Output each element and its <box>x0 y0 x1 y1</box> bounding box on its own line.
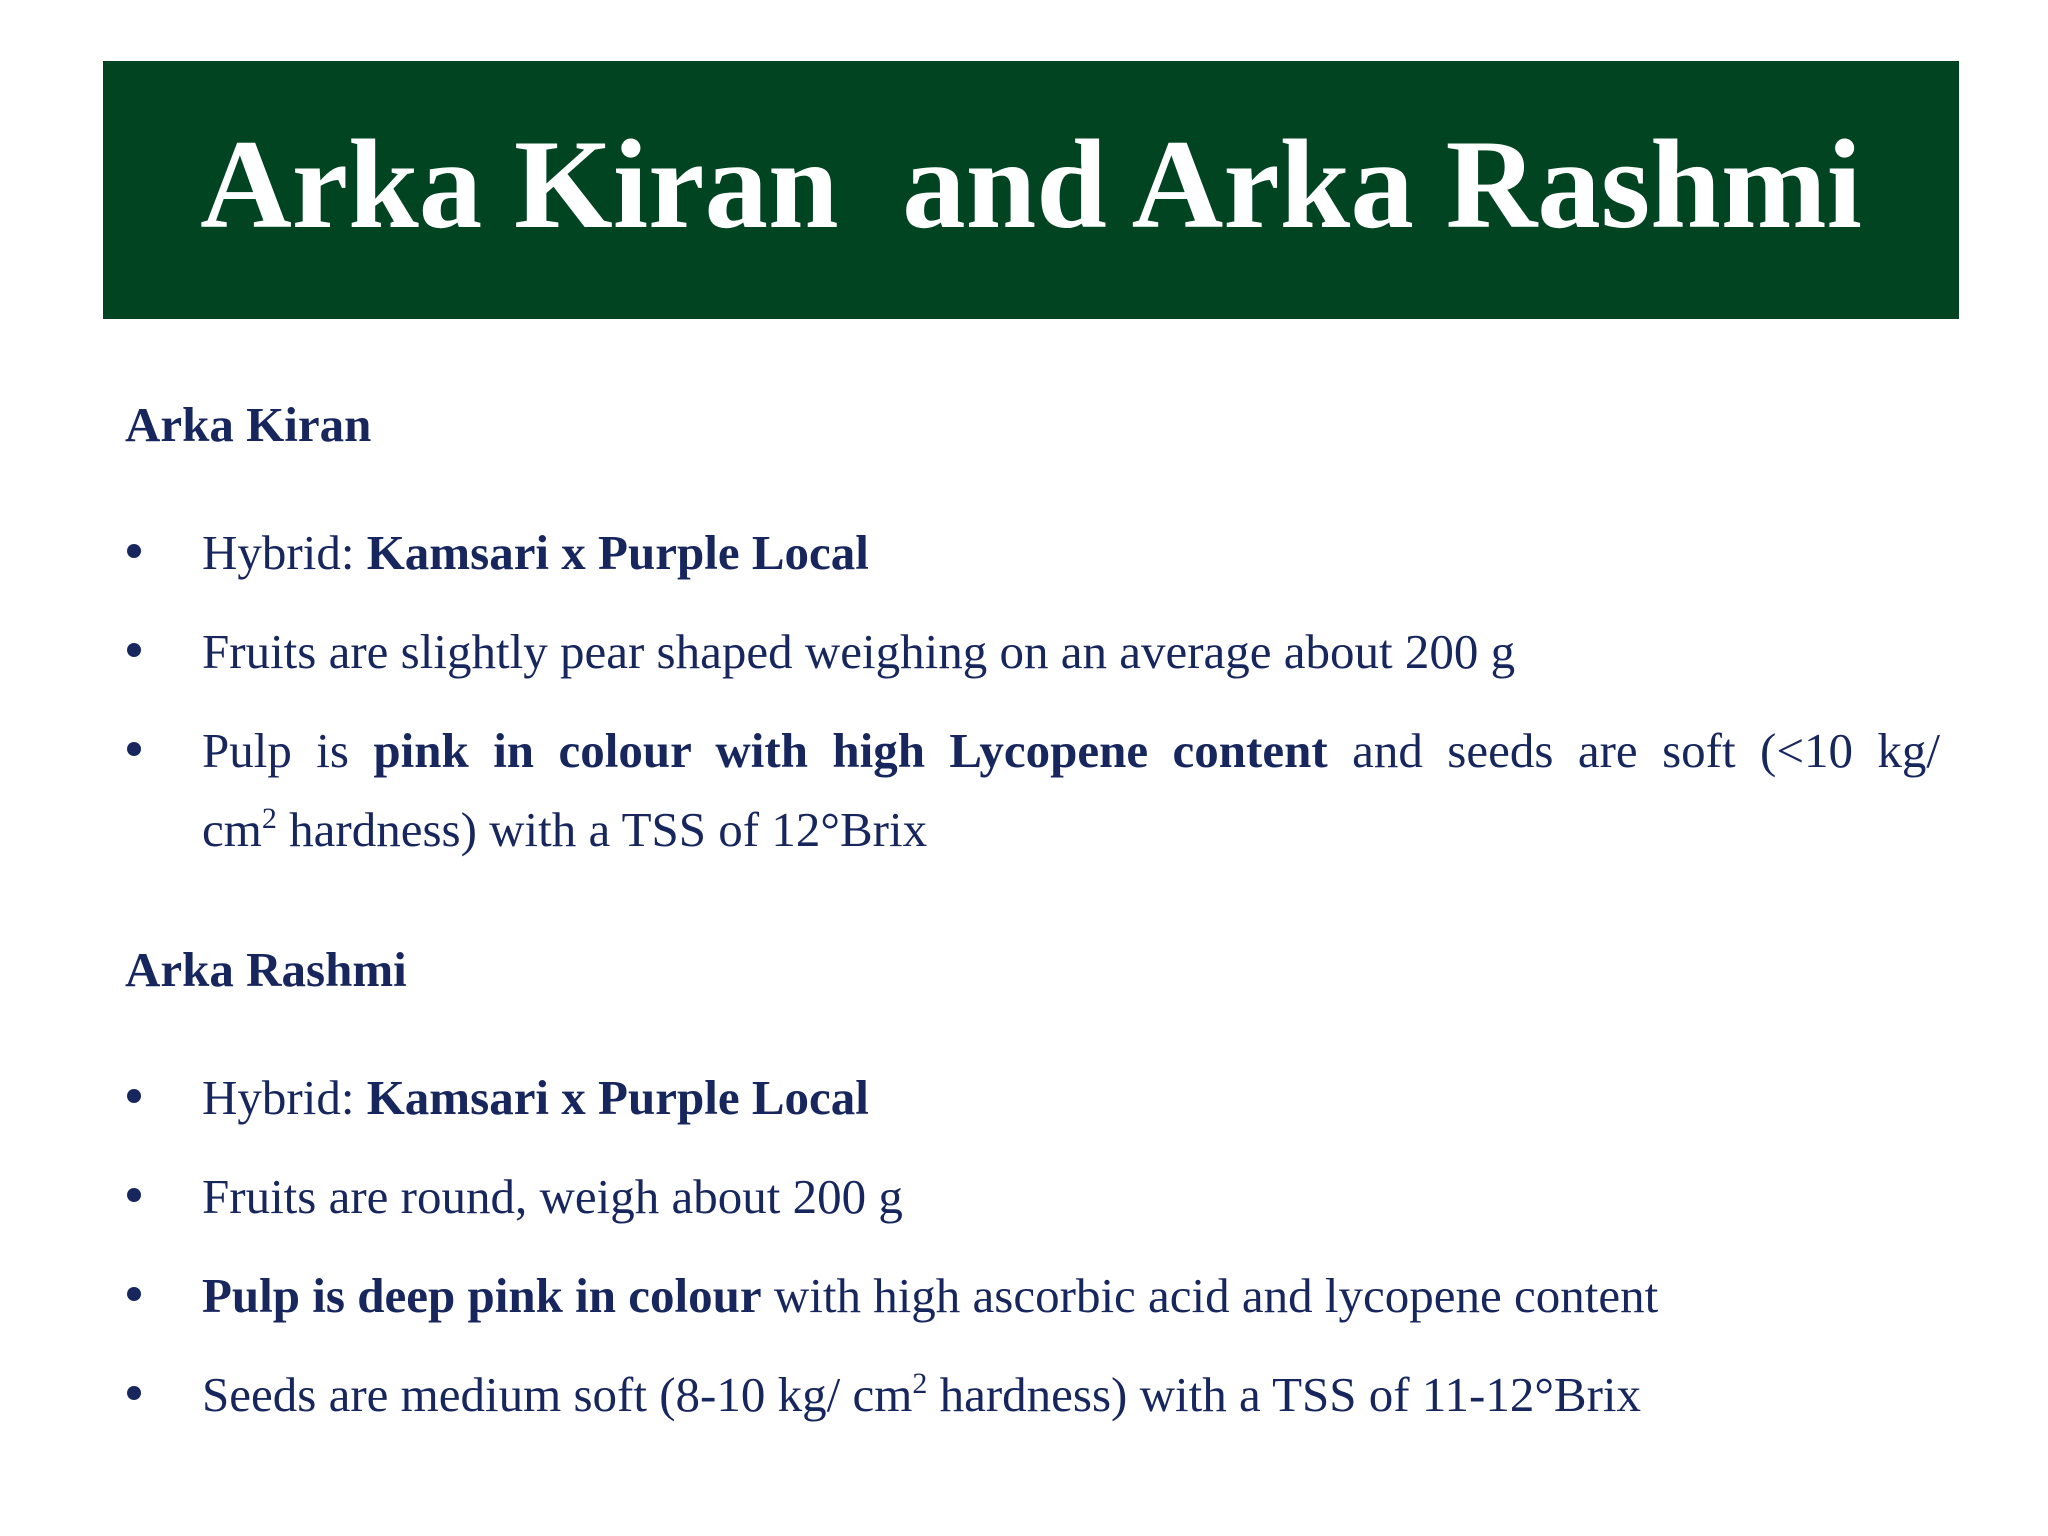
bullet-text-superscript: 2 <box>912 1367 928 1400</box>
slide-title: Arka Kiran and Arka Rashmi <box>200 114 1862 255</box>
bullet-icon <box>127 742 141 756</box>
bullet-icon <box>127 544 141 558</box>
bullet-text-suffix: with high ascorbic acid and lycopene content <box>761 1268 1659 1323</box>
bullet-text: Fruits are slightly pear shaped weighing on an average about 200 g <box>202 624 1516 679</box>
bullet-icon <box>127 1089 141 1103</box>
list-item <box>125 1253 1940 1352</box>
list-item <box>125 1352 1940 1451</box>
bullet-text-rest: hardness) with a TSS of 12°Brix <box>276 802 928 857</box>
bullet-text-bold: Kamsari x Purple Local <box>366 1070 869 1125</box>
section-heading-arka-rashmi: Arka Rashmi <box>125 942 407 997</box>
bullet-text-suffix: hardness) with a TSS of 11-12°Brix <box>927 1367 1642 1422</box>
bullet-icon <box>127 1287 141 1301</box>
bullet-text-prefix: Pulp is <box>202 723 374 778</box>
bullet-text-bold: Kamsari x Purple Local <box>366 525 869 580</box>
bullet-text: Fruits are round, weigh about 200 g <box>202 1169 903 1224</box>
list-item <box>125 1154 1940 1253</box>
title-banner <box>103 61 1959 319</box>
bullet-text-bold: pink in colour with high Lycopene content <box>373 723 1328 778</box>
bullet-text-prefix: Hybrid: <box>202 1070 367 1125</box>
arka-rashmi-bullet-list <box>125 1055 1940 1451</box>
bullet-text-unit: cm <box>202 802 262 857</box>
bullet-icon <box>127 1188 141 1202</box>
bullet-icon <box>127 1386 141 1400</box>
arka-kiran-bullet-list <box>125 510 1940 872</box>
list-item <box>125 708 1940 872</box>
section-heading-arka-kiran: Arka Kiran <box>125 397 372 452</box>
bullet-text-suffix: and seeds are soft (<10 kg/ <box>1327 723 1940 778</box>
bullet-icon <box>127 643 141 657</box>
bullet-text-superscript: 2 <box>261 802 277 835</box>
bullet-text-prefix: Hybrid: <box>202 525 367 580</box>
list-item <box>125 1055 1940 1154</box>
bullet-text-bold: Pulp is deep pink in colour <box>202 1268 762 1323</box>
bullet-text-prefix: Seeds are medium soft (8-10 kg/ cm <box>202 1367 913 1422</box>
list-item <box>125 609 1940 708</box>
list-item <box>125 510 1940 609</box>
